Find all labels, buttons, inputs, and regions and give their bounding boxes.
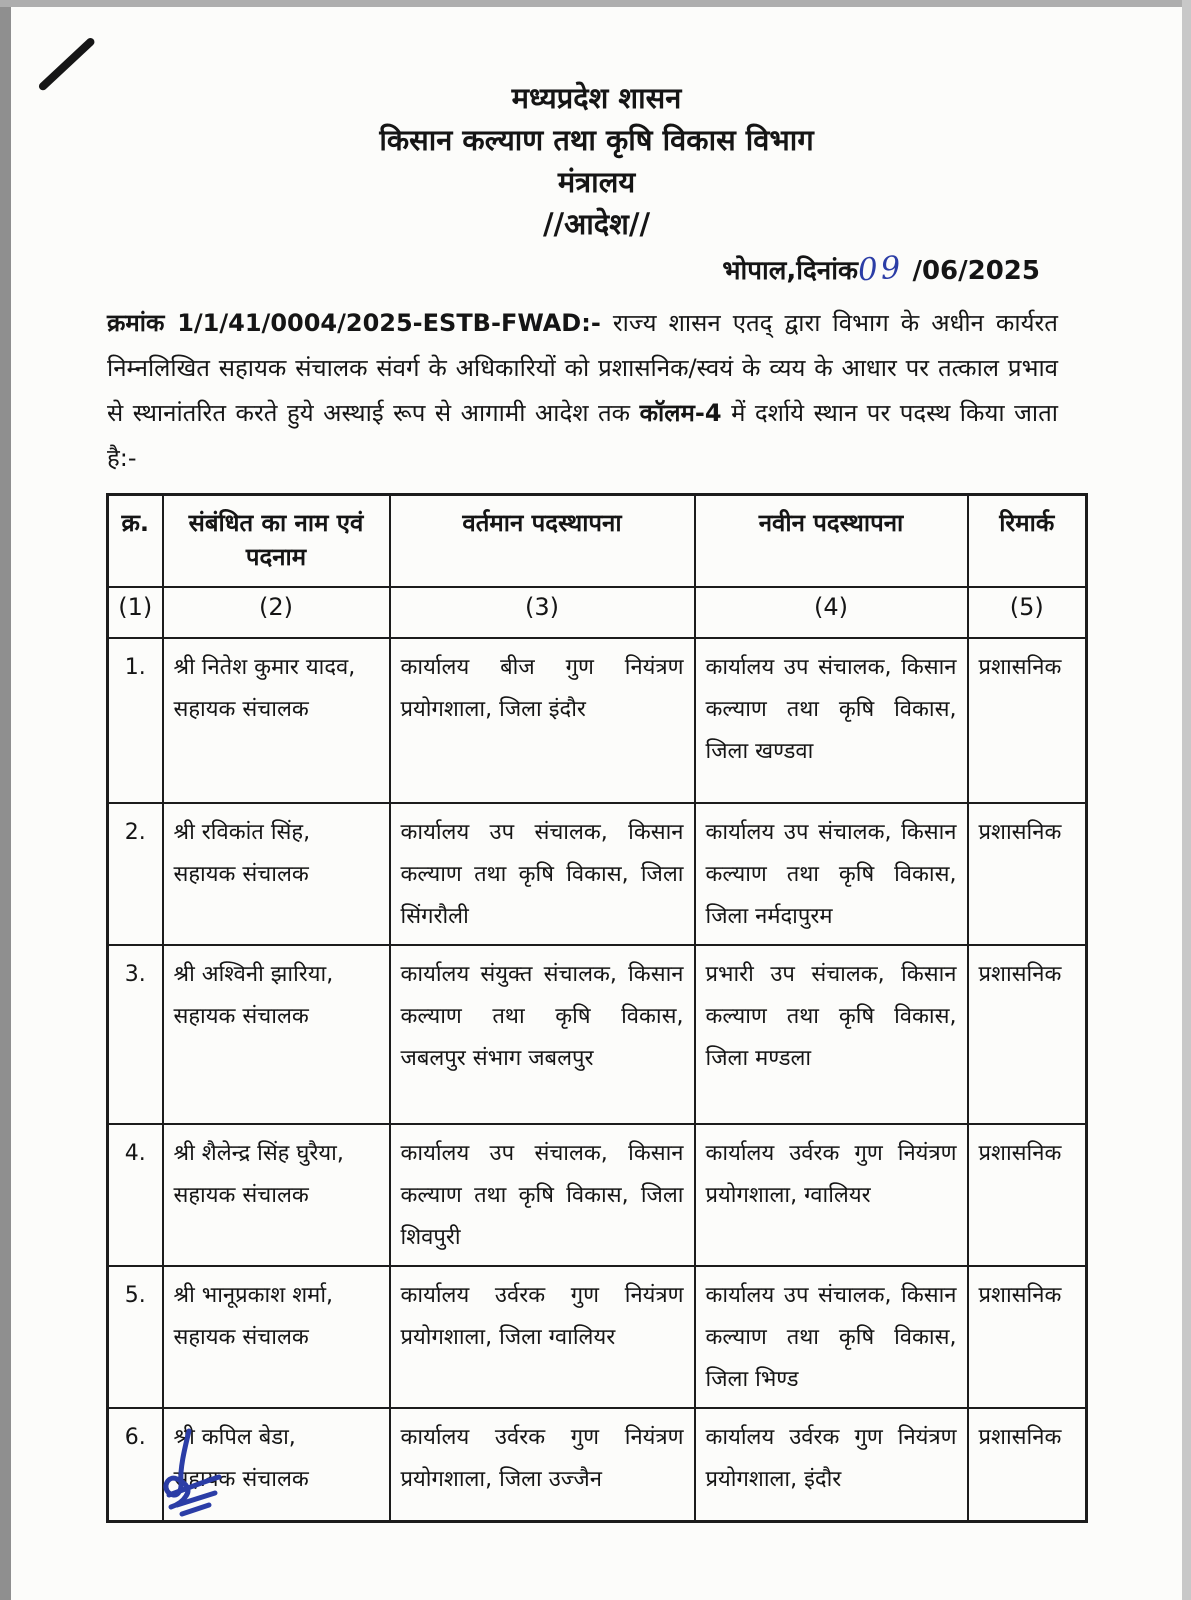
current-posting: कार्यालय बीज गुण नियंत्रण प्रयोगशाला, जिला इंदौर: [390, 638, 695, 803]
new-posting: कार्यालय उप संचालक, किसान कल्याण तथा कृषि विकास, जिला खण्डवा: [695, 638, 968, 803]
officer-designation: सहायक संचालक: [173, 1325, 309, 1350]
table-row: [108, 1266, 1087, 1408]
officer-name-cell: [163, 1124, 390, 1266]
transfer-order-table: [106, 493, 1088, 1523]
col-header-name: संबंधित का नाम एवं पदनाम: [163, 495, 390, 588]
scan-edge-right: [1182, 0, 1191, 1600]
col-header-new-posting: नवीन पदस्थापना: [695, 495, 968, 588]
table-row: [108, 1408, 1087, 1521]
remark: प्रशासनिक: [968, 803, 1087, 945]
current-posting: कार्यालय उर्वरक गुण नियंत्रण प्रयोगशाला, जिला ग्वालियर: [390, 1266, 695, 1408]
dateline: [11, 251, 1182, 287]
document-header: [11, 7, 1182, 239]
order-emphasis-column4: कॉलम-4: [639, 399, 722, 427]
new-posting: प्रभारी उप संचालक, किसान कल्याण तथा कृषि विकास, जिला मण्डला: [695, 945, 968, 1124]
officer-name-cell: [163, 638, 390, 803]
current-posting: कार्यालय उप संचालक, किसान कल्याण तथा कृषि विकास, जिला सिंगरौली: [390, 803, 695, 945]
dateline-rest: /06/2025: [912, 256, 1040, 286]
header-ministry: मंत्रालय: [557, 165, 636, 199]
officer-name: श्री नितेश कुमार यादव,: [173, 655, 356, 680]
table-body: [108, 638, 1087, 1521]
row-serial-number: 3.: [108, 945, 163, 1124]
current-posting: कार्यालय उप संचालक, किसान कल्याण तथा कृषि विकास, जिला शिवपुरी: [390, 1124, 695, 1266]
officer-designation: सहायक संचालक: [173, 697, 309, 722]
order-ref-number: 1/1/41/0004/2025-ESTB-FWAD:-: [177, 309, 601, 337]
header-department: किसान कल्याण तथा कृषि विकास विभाग: [379, 123, 814, 157]
col-header-remark: रिमार्क: [968, 495, 1087, 588]
officer-name-cell: [163, 1266, 390, 1408]
new-posting: कार्यालय उप संचालक, किसान कल्याण तथा कृषि विकास, जिला भिण्ड: [695, 1266, 968, 1408]
order-reference: [107, 309, 601, 337]
col-header-sno: क्र.: [108, 495, 163, 588]
remark: प्रशासनिक: [968, 1266, 1087, 1408]
new-posting: कार्यालय उप संचालक, किसान कल्याण तथा कृषि विकास, जिला नर्मदापुरम: [695, 803, 968, 945]
col-number-1: (1): [108, 587, 163, 638]
officer-designation: सहायक संचालक: [173, 1183, 309, 1208]
header-government: मध्यप्रदेश शासन: [511, 81, 682, 115]
signature-scribble: [149, 1425, 245, 1521]
order-body-part1: राज्य शासन एतद् द्वारा विभाग के अधीन कार्यरत निम्नलिखित सहायक संचालक संवर्ग के अधिकारियों को प्रशासनिक/स्वयं के व्यय के आधार पर तत्काल प्रभाव से स्थानांतरित करते हुये अस्थाई रूप से आगामी आदेश तक: [107, 309, 1058, 427]
row-serial-number: 5.: [108, 1266, 163, 1408]
remark: प्रशासनिक: [968, 945, 1087, 1124]
officer-name: श्री शैलेन्द्र सिंह घुरैया,: [173, 1141, 344, 1166]
row-serial-number: 6.: [108, 1408, 163, 1521]
remark: प्रशासनिक: [968, 1124, 1087, 1266]
officer-name: श्री अश्विनी झारिया,: [173, 962, 334, 987]
header-row: [108, 495, 1087, 588]
scan-edge-top: [0, 0, 1191, 7]
table-row: [108, 803, 1087, 945]
row-serial-number: 2.: [108, 803, 163, 945]
table-head: [108, 495, 1087, 639]
officer-designation: सहायक संचालक: [173, 862, 309, 887]
row-serial-number: 4.: [108, 1124, 163, 1266]
column-number-row: [108, 587, 1087, 638]
new-posting: कार्यालय उर्वरक गुण नियंत्रण प्रयोगशाला, ग्वालियर: [695, 1124, 968, 1266]
officer-name-cell: [163, 945, 390, 1124]
remark: प्रशासनिक: [968, 1408, 1087, 1521]
officer-designation: सहायक संचालक: [173, 1004, 309, 1029]
table-row: [108, 945, 1087, 1124]
remark: प्रशासनिक: [968, 638, 1087, 803]
officer-designation: सहायक संचालक: [173, 1467, 309, 1492]
order-body-part2: में दर्शाये स्थान पर पदस्थ किया जाता है:-: [107, 399, 1058, 472]
officer-name: श्री रविकांत सिंह,: [173, 820, 311, 845]
dateline-handwritten-day: 09: [856, 249, 905, 289]
col-number-3: (3): [390, 587, 695, 638]
scan-edge-left: [0, 0, 11, 1600]
current-posting: कार्यालय उर्वरक गुण नियंत्रण प्रयोगशाला, जिला उज्जैन: [390, 1408, 695, 1521]
header-order-title: //आदेश//: [542, 207, 651, 241]
col-number-5: (5): [968, 587, 1087, 638]
row-serial-number: 1.: [108, 638, 163, 803]
col-number-4: (4): [695, 587, 968, 638]
col-header-current-posting: वर्तमान पदस्थापना: [390, 495, 695, 588]
table-row: [108, 638, 1087, 803]
officer-name-cell: [163, 803, 390, 945]
dateline-place-label: भोपाल,दिनांक: [722, 256, 858, 286]
new-posting: कार्यालय उर्वरक गुण नियंत्रण प्रयोगशाला, इंदौर: [695, 1408, 968, 1521]
officer-name: श्री भानूप्रकाश शर्मा,: [173, 1283, 334, 1308]
col-number-2: (2): [163, 587, 390, 638]
officer-name: श्री कपिल बेडा,: [173, 1425, 296, 1450]
order-paragraph: [107, 301, 1058, 481]
document-page: [11, 7, 1182, 1600]
current-posting: कार्यालय संयुक्त संचालक, किसान कल्याण तथा कृषि विकास, जबलपुर संभाग जबलपुर: [390, 945, 695, 1124]
table-row: [108, 1124, 1087, 1266]
order-ref-label: क्रमांक: [107, 309, 165, 337]
